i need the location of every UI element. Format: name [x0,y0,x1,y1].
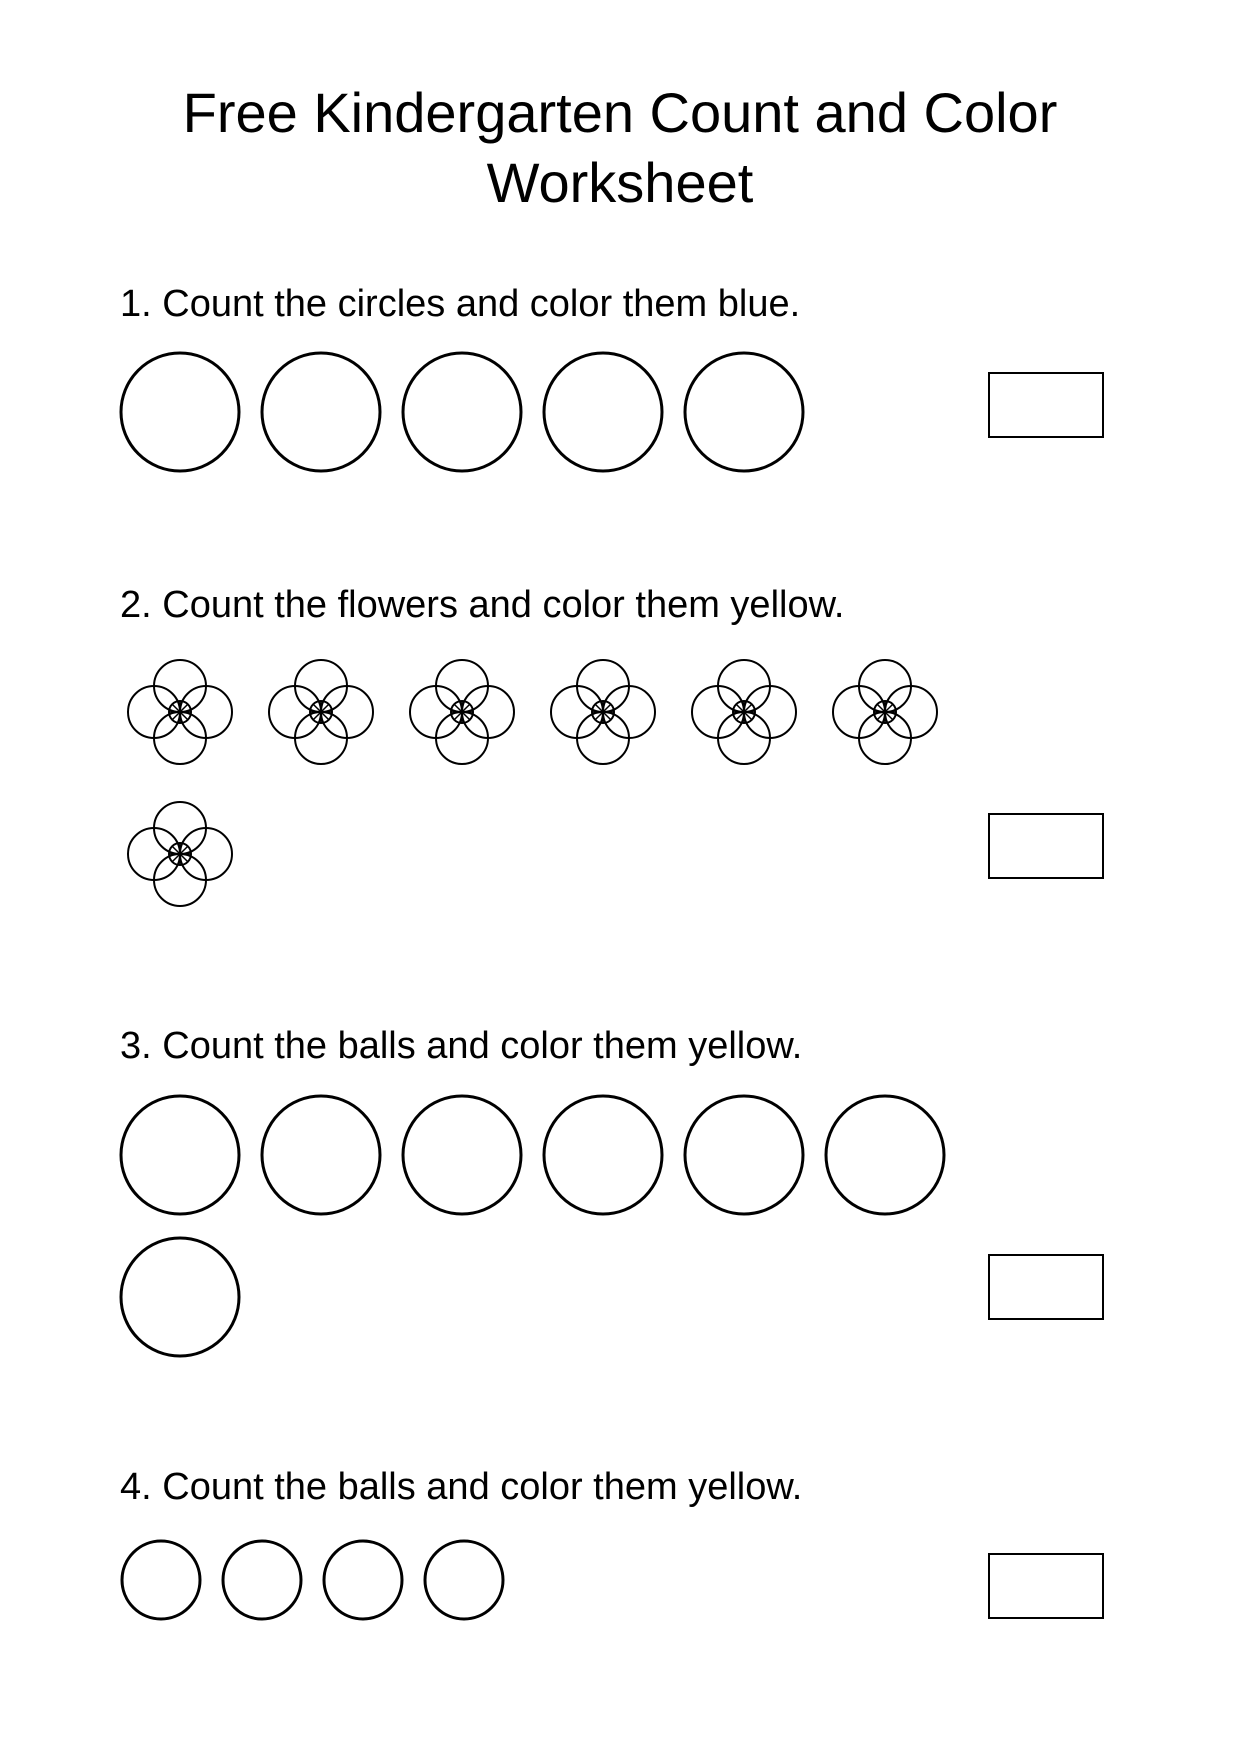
question-1-answer-box[interactable] [988,372,1104,438]
ball-icon[interactable] [398,1091,526,1219]
ball-icon[interactable] [116,1091,244,1219]
flower-icon[interactable] [120,652,240,772]
ball-icon[interactable] [680,1091,808,1219]
flower-icon[interactable] [402,652,522,772]
question-3-answer-box[interactable] [988,1254,1104,1320]
ball-icon[interactable] [821,1091,949,1219]
flower-icon[interactable] [120,794,240,914]
page-title: Free Kindergarten Count and Color Worksheet [182,81,1058,214]
question-2-answer-box[interactable] [988,813,1104,879]
question-1-instruction: 1. Count the circles and color them blue. [120,283,801,325]
question-4-answer-box[interactable] [988,1553,1104,1619]
circle-icon[interactable] [257,348,385,476]
ball-icon[interactable] [539,1091,667,1219]
circle-icon[interactable] [539,348,667,476]
flower-icon[interactable] [543,652,663,772]
circle-icon[interactable] [680,348,808,476]
ball-icon[interactable] [218,1536,306,1624]
question-2-instruction: 2. Count the flowers and color them yellow. [120,584,845,626]
flower-icon[interactable] [825,652,945,772]
question-4-instruction: 4. Count the balls and color them yellow. [120,1466,803,1508]
ball-icon[interactable] [420,1536,508,1624]
flower-icon[interactable] [684,652,804,772]
question-3-instruction: 3. Count the balls and color them yellow. [120,1025,803,1067]
ball-icon[interactable] [319,1536,407,1624]
flower-icon[interactable] [261,652,381,772]
ball-icon[interactable] [116,1233,244,1361]
circle-icon[interactable] [116,348,244,476]
circle-icon[interactable] [398,348,526,476]
ball-icon[interactable] [257,1091,385,1219]
ball-icon[interactable] [117,1536,205,1624]
